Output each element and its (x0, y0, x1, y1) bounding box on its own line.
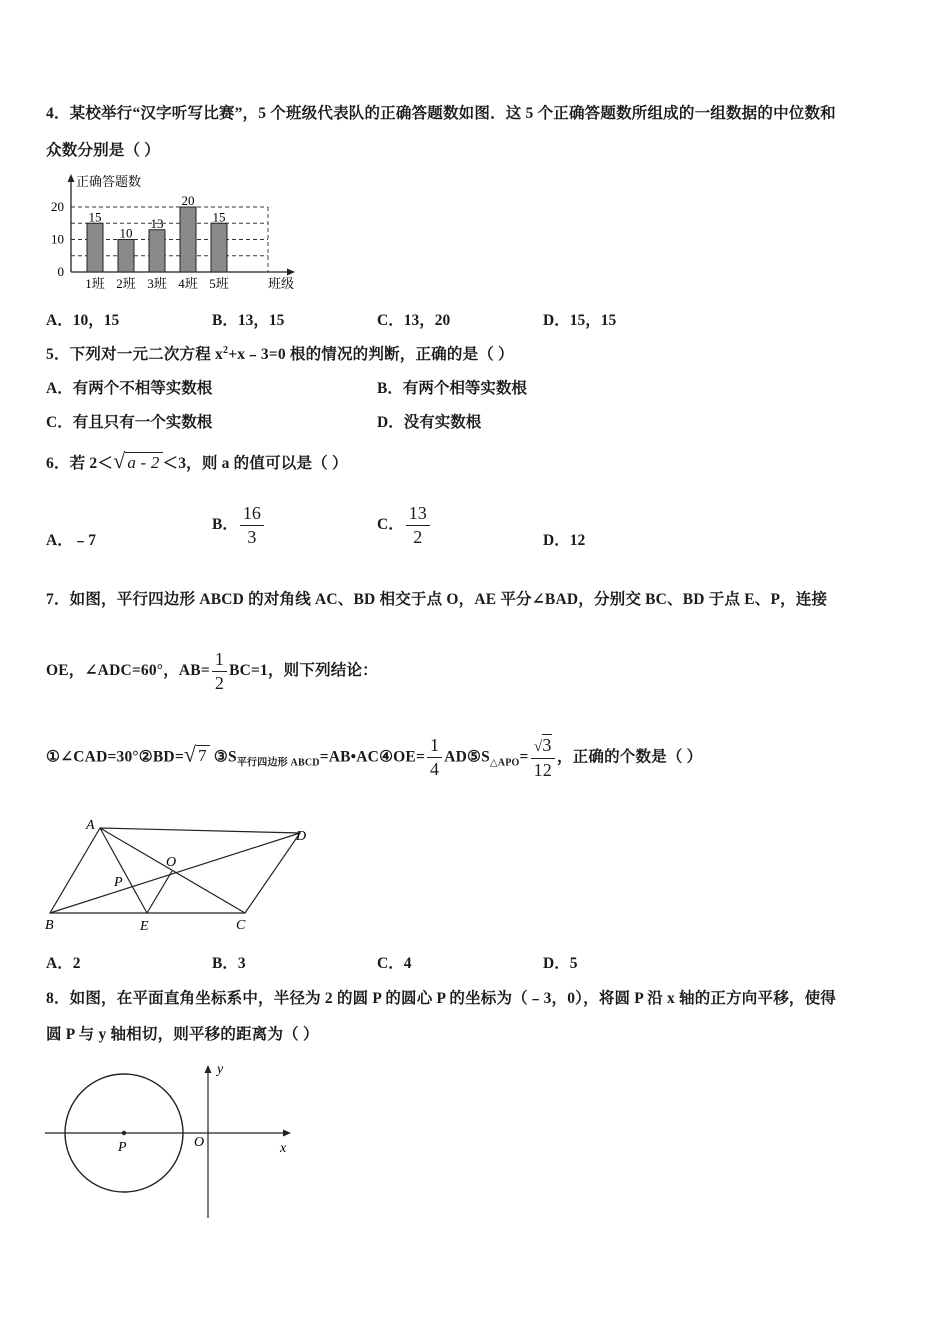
x-axis-arrow (283, 1130, 291, 1137)
bar-value-label-1: 15 (88, 209, 102, 225)
q6-option-b[interactable]: B． $\frac{16}{3}$ (212, 504, 266, 547)
y-tick-label: 20 (51, 199, 64, 214)
category-label-1: 1班 (85, 276, 105, 291)
diagonal-ac (100, 828, 245, 913)
label-o: O (166, 855, 177, 870)
bar-5 (211, 223, 227, 272)
category-label-4: 4班 (178, 276, 198, 291)
q5-stem: 5．下列对一元二次方程 $x^2+x﹣3=0$ 根的情况的判断，正确的是（ ） (46, 344, 514, 363)
q6-option-c[interactable]: C． $\frac{13}{2}$ (377, 504, 432, 547)
chart-y-label: 正确答题数 (76, 174, 142, 189)
label-y: y (217, 1062, 224, 1077)
label-a: A (86, 818, 95, 833)
bar-value-label-5: 15 (212, 209, 226, 225)
label-p: P (118, 1140, 127, 1155)
center-p-dot (122, 1131, 126, 1135)
q4-stem-line1: 4．某校举行“汉字听写比赛”，5 个班级代表队的正确答题数如图．这 5 个正确答题数所组成的一组数据的中位数和 (46, 105, 836, 122)
bar-4 (180, 207, 196, 272)
q4-option-c[interactable]: C．13，20 (377, 312, 451, 329)
q5-option-a[interactable]: A．有两个不相等实数根 (46, 380, 213, 397)
category-label-2: 2班 (116, 276, 136, 291)
q7-conclusions: ①∠CAD=30°②BD=√ 7 $③S_{平行四边形 ABCD}=AB•AC④OE=$ $\frac{1}{4}$ $AD⑤S_{\triangle APO}=$ $\frac{√3}{12}$ ，正确的个数是（ ） (46, 735, 703, 780)
bar-2 (118, 240, 134, 273)
category-label-5: 5班 (209, 276, 229, 291)
q4-bar-chart (40, 170, 310, 295)
bar-3 (149, 230, 165, 272)
q7-stem-line2: OE，∠ADC=60°，AB= $\frac{1}{2}$ BC=1，则下列结论： (46, 649, 378, 693)
q6-radicand: a - 2 (125, 452, 162, 473)
y-tick-label: 10 (51, 231, 64, 247)
q4-option-d[interactable]: D．15，15 (543, 312, 617, 329)
bar-value-label-4: 20 (181, 193, 195, 208)
category-label-3: 3班 (147, 276, 167, 291)
q7-option-b[interactable]: B．3 (212, 955, 246, 972)
label-e: E (140, 919, 149, 934)
q7-parallelogram-figure (40, 812, 320, 938)
q8-stem-line2: 圆 P 与 y 轴相切，则平移的距离为（ ） (46, 1026, 319, 1043)
q4-option-a[interactable]: A．10，15 (46, 312, 120, 329)
label-origin: O (194, 1135, 205, 1150)
q8-stem-line1: 8．如图，在平面直角坐标系中，半径为 2 的圆 P 的圆心 P 的坐标为（﹣3，0），将圆 P 沿 x 轴的正方向平移，使得 (46, 990, 836, 1007)
q7-option-a[interactable]: A．2 (46, 955, 81, 972)
label-c: C (236, 918, 246, 933)
label-p: P (114, 875, 123, 890)
chart-x-label: 班级 (268, 276, 295, 291)
y-tick-label: 0 (57, 264, 64, 279)
q7-option-d[interactable]: D．5 (543, 955, 578, 972)
q4-stem-line2: 众数分别是（ ） (46, 142, 160, 159)
q4-option-b[interactable]: B．13，15 (212, 312, 285, 329)
q5-option-b[interactable]: B．有两个相等实数根 (377, 380, 527, 397)
bar-value-label-2: 10 (119, 225, 133, 241)
diagonal-bd (50, 833, 300, 913)
bar-1 (87, 223, 103, 272)
y-axis-arrow (205, 1065, 212, 1073)
segment-ae (100, 828, 147, 913)
q5-option-d[interactable]: D．没有实数根 (377, 414, 482, 431)
segment-oe (147, 871, 172, 913)
q6-option-d[interactable]: D．12 (543, 532, 586, 549)
q7-option-c[interactable]: C．4 (377, 955, 412, 972)
q5-option-c[interactable]: C．有且只有一个实数根 (46, 414, 213, 431)
bar-value-label-3: 13 (150, 215, 164, 231)
q6-option-a[interactable]: A．﹣7 (46, 532, 96, 549)
q8-circle-figure (40, 1060, 300, 1220)
q7-stem-line1: 7．如图，平行四边形 ABCD 的对角线 AC、BD 相交于点 O，AE 平分∠BAD，分别交 BC、BD 于点 E、P，连接 (46, 591, 828, 608)
parallelogram-abcd (50, 828, 300, 913)
q6-radical-sign: √ (113, 448, 126, 473)
label-x: x (280, 1141, 287, 1156)
chart-x-axis-arrow (287, 269, 295, 276)
label-d: D (296, 829, 307, 844)
chart-y-axis-arrow (68, 174, 75, 182)
label-b: B (45, 918, 54, 933)
q6-stem: 6．若 2＜√ a - 2 ＜3，则 a 的值可以是（ ） (46, 448, 348, 473)
